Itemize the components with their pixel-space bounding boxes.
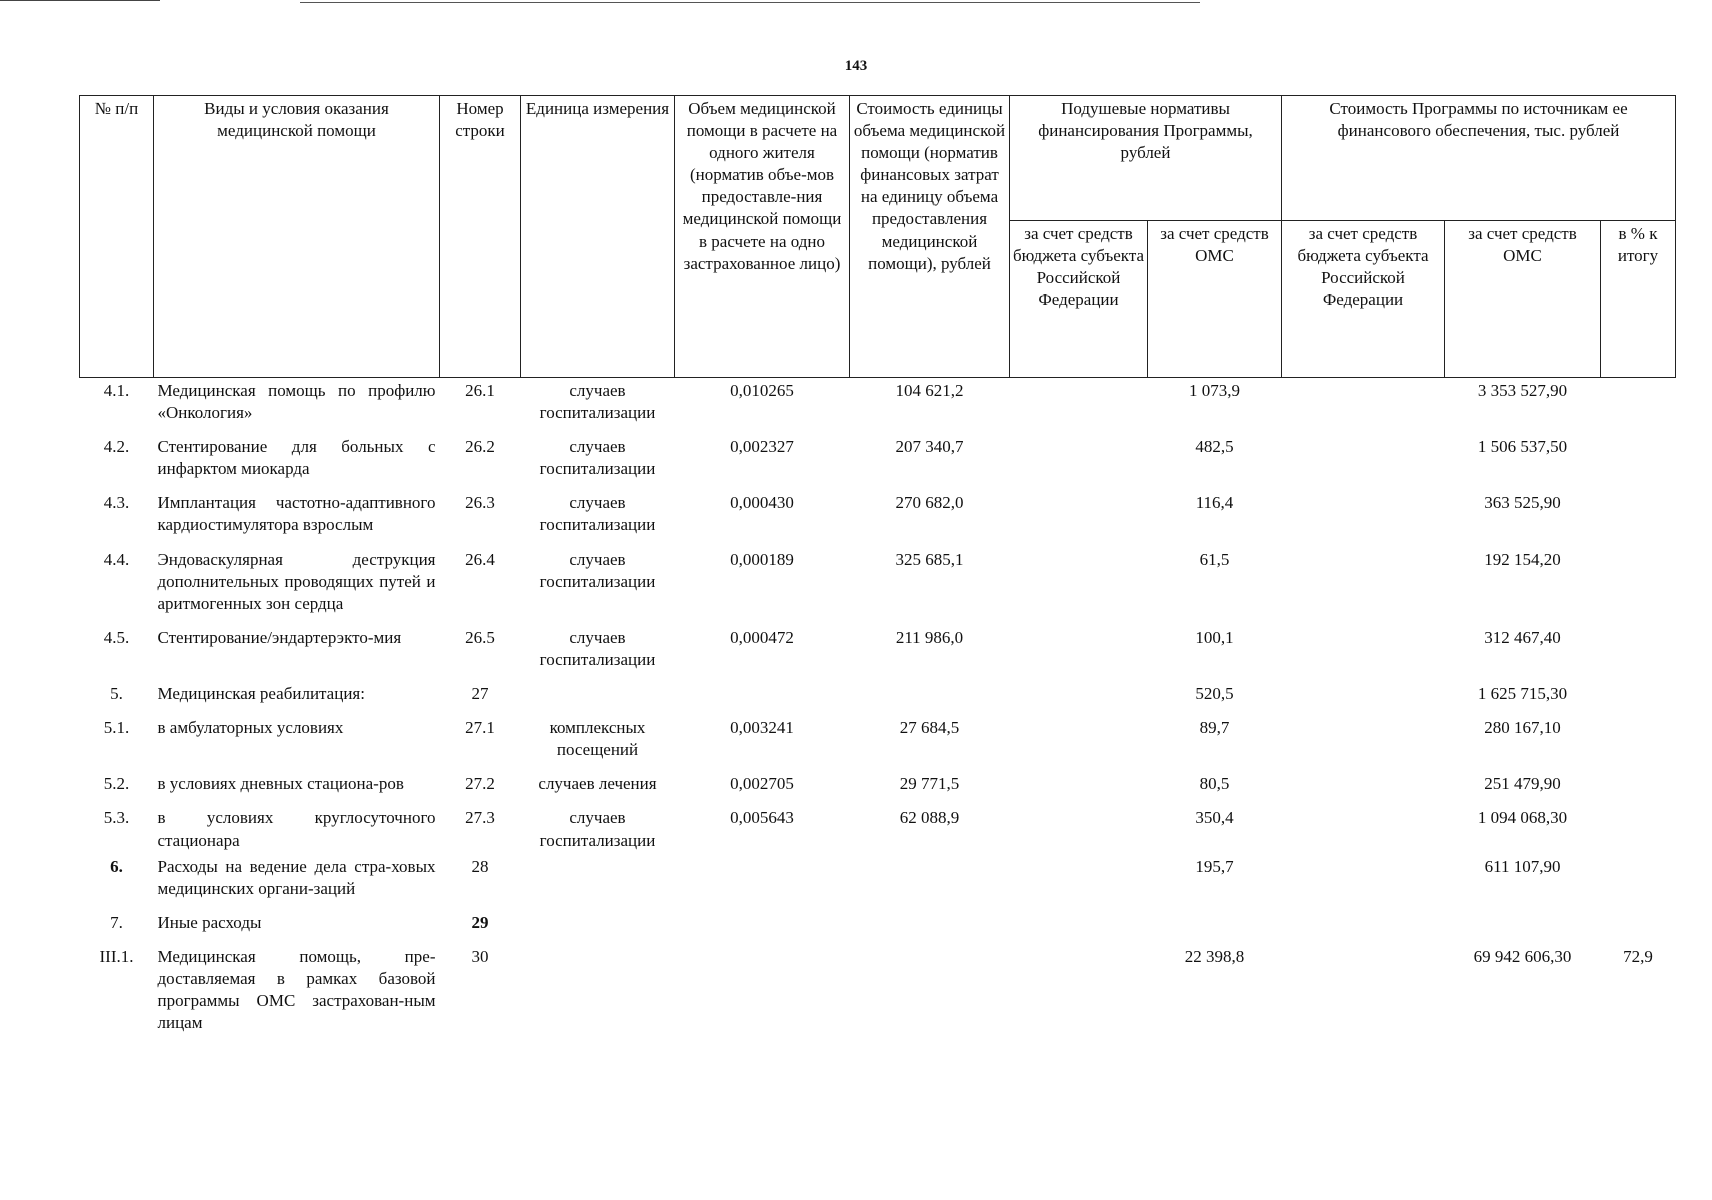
row-volume xyxy=(675,912,850,946)
row-unit: случаев госпитализации xyxy=(539,381,656,423)
row-cost: 27 684,5 xyxy=(899,718,960,738)
row-name: Медицинская реабилитация: xyxy=(157,684,365,704)
row-line: 26.1 xyxy=(465,381,495,400)
row-name: в условиях круглосуточного стационара xyxy=(157,808,436,850)
row-pr-budget xyxy=(1282,717,1445,773)
row-volume: 0,000189 xyxy=(730,549,794,569)
row-cost: 29 771,5 xyxy=(899,774,960,794)
header-group-per-capita: Подушевые нормативы финансирования Программы, рублей xyxy=(1010,96,1282,221)
row-percent xyxy=(1601,773,1676,807)
row-pr-budget xyxy=(1282,549,1445,627)
row-line: 27.3 xyxy=(465,808,495,828)
row-pc-oms: 22 398,8 xyxy=(1184,946,1245,966)
row-percent xyxy=(1601,807,1676,855)
row-line: 26.3 xyxy=(465,493,495,513)
row-pc-budget xyxy=(1010,549,1148,627)
row-line: 26.4 xyxy=(465,549,495,569)
row-pr-oms: 1 094 068,30 xyxy=(1477,808,1568,828)
top-scan-edge xyxy=(0,0,1712,3)
row-pc-oms: 116,4 xyxy=(1195,493,1234,513)
table-row xyxy=(80,683,1676,717)
row-name: Расходы на ведение дела стра-ховых медицинских органи-заций xyxy=(157,856,436,898)
row-num: 7. xyxy=(110,912,123,932)
row-line: 27 xyxy=(471,684,489,704)
row-cost xyxy=(850,856,1010,912)
row-pr-oms: 312 467,40 xyxy=(1484,627,1561,647)
row-pr-budget xyxy=(1282,856,1445,912)
row-line: 30 xyxy=(471,946,489,966)
row-percent xyxy=(1601,492,1676,548)
table-header xyxy=(80,96,1676,378)
row-pr-oms: 3 353 527,90 xyxy=(1477,381,1568,400)
row-unit xyxy=(521,912,675,946)
row-pr-oms: 1 506 537,50 xyxy=(1477,437,1568,457)
row-cost: 325 685,1 xyxy=(895,549,964,569)
row-unit: случаев госпитализации xyxy=(539,627,656,669)
row-num: 5. xyxy=(110,684,123,704)
row-percent xyxy=(1601,717,1676,773)
header-num: № п/п xyxy=(80,96,154,378)
header-group-program-cost: Стоимость Программы по источникам ее финансового обеспечения, тыс. рублей xyxy=(1282,96,1676,221)
row-pc-oms: 1 073,9 xyxy=(1189,381,1240,400)
header-pr-budget: за счет средств бюджета субъекта Российской Федерации xyxy=(1282,221,1445,378)
row-volume: 0,002327 xyxy=(730,437,794,457)
table-row xyxy=(80,946,1676,1046)
row-volume xyxy=(675,946,850,1046)
row-pc-oms: 100,1 xyxy=(1195,627,1234,647)
row-pr-oms: 192 154,20 xyxy=(1484,549,1561,569)
row-pc-budget xyxy=(1010,807,1148,855)
table-body xyxy=(80,378,1676,1047)
row-pr-oms: 251 479,90 xyxy=(1484,774,1561,794)
row-volume: 0,010265 xyxy=(730,381,794,400)
table-row xyxy=(80,773,1676,807)
row-percent xyxy=(1601,436,1676,492)
row-pc-budget xyxy=(1010,912,1148,946)
row-pr-oms: 363 525,90 xyxy=(1484,493,1561,513)
row-pc-oms: 80,5 xyxy=(1199,774,1230,794)
row-percent xyxy=(1601,912,1676,946)
row-cost: 207 340,7 xyxy=(895,437,964,457)
row-unit xyxy=(521,946,675,1046)
row-unit: случаев лечения xyxy=(538,774,657,794)
row-pr-budget xyxy=(1282,912,1445,946)
header-percent: в % к итогу xyxy=(1601,221,1676,378)
row-pc-oms: 350,4 xyxy=(1195,808,1234,828)
row-name: в условиях дневных стациона-ров xyxy=(157,774,404,794)
row-num: III.1. xyxy=(99,946,134,966)
row-volume xyxy=(675,856,850,912)
row-pr-budget xyxy=(1282,378,1445,437)
header-unit: Единица измерения xyxy=(521,96,675,378)
row-num: 5.2. xyxy=(103,774,130,794)
row-pr-budget xyxy=(1282,683,1445,717)
row-num: 5.3. xyxy=(103,808,130,828)
row-num: 4.4. xyxy=(103,549,130,569)
row-pr-budget xyxy=(1282,946,1445,1046)
page-number: 143 xyxy=(844,58,868,74)
row-num: 5.1. xyxy=(103,718,130,738)
row-volume: 0,000430 xyxy=(730,493,794,513)
row-cost xyxy=(850,946,1010,1046)
row-pc-oms: 195,7 xyxy=(1195,856,1234,876)
row-num: 4.3. xyxy=(103,493,130,513)
row-pc-budget xyxy=(1010,946,1148,1046)
table-row xyxy=(80,856,1676,912)
row-percent: 72,9 xyxy=(1623,946,1653,966)
row-name: Стентирование для больных с инфарктом миокарда xyxy=(157,437,436,479)
row-pc-budget xyxy=(1010,856,1148,912)
row-pr-budget xyxy=(1282,492,1445,548)
row-unit: случаев госпитализации xyxy=(539,493,656,535)
row-percent xyxy=(1601,683,1676,717)
row-pc-budget xyxy=(1010,627,1148,683)
row-pc-budget xyxy=(1010,492,1148,548)
table-row xyxy=(80,717,1676,773)
row-cost: 62 088,9 xyxy=(899,808,960,828)
row-cost: 104 621,2 xyxy=(895,381,964,400)
row-pc-oms: 61,5 xyxy=(1199,549,1230,569)
row-line: 27.2 xyxy=(465,774,495,794)
header-pc-budget: за счет средств бюджета субъекта Российской Федерации xyxy=(1010,221,1148,378)
row-pr-budget xyxy=(1282,436,1445,492)
header-volume: Объем медицинской помощи в расчете на одного жителя (норматив объе-мов предоставле-ния медицинской помощи в расчете на одно застрахованное лицо) xyxy=(675,96,850,378)
row-volume: 0,002705 xyxy=(730,774,794,794)
row-pc-budget xyxy=(1010,683,1148,717)
table-row xyxy=(80,912,1676,946)
row-name: Медицинская помощь, пре-доставляемая в рамках базовой программы ОМС застрахован-ным лицам xyxy=(157,946,436,1033)
row-pr-budget xyxy=(1282,627,1445,683)
row-cost: 270 682,0 xyxy=(895,493,964,513)
row-percent xyxy=(1601,549,1676,627)
row-cost xyxy=(850,912,1010,946)
row-pr-oms: 611 107,90 xyxy=(1484,856,1561,876)
row-pc-budget xyxy=(1010,378,1148,437)
table-row xyxy=(80,627,1676,683)
table-row xyxy=(80,807,1676,855)
row-line: 29 xyxy=(471,912,489,932)
row-pc-budget xyxy=(1010,773,1148,807)
row-line: 27.1 xyxy=(465,718,495,738)
row-name: Стентирование/эндартерэкто-мия xyxy=(157,627,402,647)
row-pc-oms: 89,7 xyxy=(1199,718,1230,738)
header-cost: Стоимость единицы объема медицинской помощи (норматив финансовых затрат на единицу объема предоставления медицинской помощи), рублей xyxy=(850,96,1010,378)
row-line: 26.5 xyxy=(465,627,495,647)
row-pr-budget xyxy=(1282,807,1445,855)
header-line: Номер строки xyxy=(440,96,521,378)
financing-table xyxy=(79,95,1676,1046)
table-row xyxy=(80,492,1676,548)
row-pr-budget xyxy=(1282,773,1445,807)
row-num: 4.5. xyxy=(103,627,130,647)
header-pr-oms: за счет средств ОМС xyxy=(1445,221,1601,378)
row-name: в амбулаторных условиях xyxy=(157,718,344,738)
financing-table-container xyxy=(79,95,1675,1046)
row-percent xyxy=(1601,856,1676,912)
row-name: Эндоваскулярная деструкция дополнительных проводящих путей и аритмогенных зон сердца xyxy=(157,549,436,613)
row-percent xyxy=(1601,627,1676,683)
row-volume: 0,003241 xyxy=(730,718,794,738)
row-num: 6. xyxy=(110,856,123,876)
row-unit: случаев госпитализации xyxy=(539,549,656,591)
row-pc-oms xyxy=(1148,912,1282,946)
row-pc-budget xyxy=(1010,436,1148,492)
header-pc-oms: за счет средств ОМС xyxy=(1148,221,1282,378)
row-pc-oms: 482,5 xyxy=(1195,437,1234,457)
row-pr-oms: 69 942 606,30 xyxy=(1473,946,1572,966)
row-unit xyxy=(521,683,675,717)
row-volume xyxy=(675,683,850,717)
table-row xyxy=(80,436,1676,492)
row-name: Иные расходы xyxy=(157,912,262,932)
row-pc-oms: 520,5 xyxy=(1195,684,1234,704)
row-name: Имплантация частотно-адаптивного кардиостимулятора взрослым xyxy=(157,493,436,535)
row-volume: 0,000472 xyxy=(730,627,794,647)
row-unit: случаев госпитализации xyxy=(539,437,656,479)
row-pr-oms: 1 625 715,30 xyxy=(1477,684,1568,704)
row-num: 4.1. xyxy=(103,381,130,400)
row-volume: 0,005643 xyxy=(730,808,794,828)
row-unit: случаев госпитализации xyxy=(539,808,656,850)
row-name: Медицинская помощь по профилю «Онкология» xyxy=(157,381,436,423)
row-line: 28 xyxy=(471,856,489,876)
row-cost: 211 986,0 xyxy=(895,627,964,647)
row-num: 4.2. xyxy=(103,437,130,457)
row-cost xyxy=(850,683,1010,717)
row-percent xyxy=(1601,378,1676,437)
table-row xyxy=(80,549,1676,627)
row-unit xyxy=(521,856,675,912)
header-kind: Виды и условия оказания медицинской помощи xyxy=(154,96,440,378)
row-pr-oms: 280 167,10 xyxy=(1484,718,1561,738)
row-pr-oms xyxy=(1445,912,1601,946)
row-unit: комплексных посещений xyxy=(549,718,646,760)
row-pc-budget xyxy=(1010,717,1148,773)
table-row xyxy=(80,378,1676,437)
row-line: 26.2 xyxy=(465,437,495,457)
